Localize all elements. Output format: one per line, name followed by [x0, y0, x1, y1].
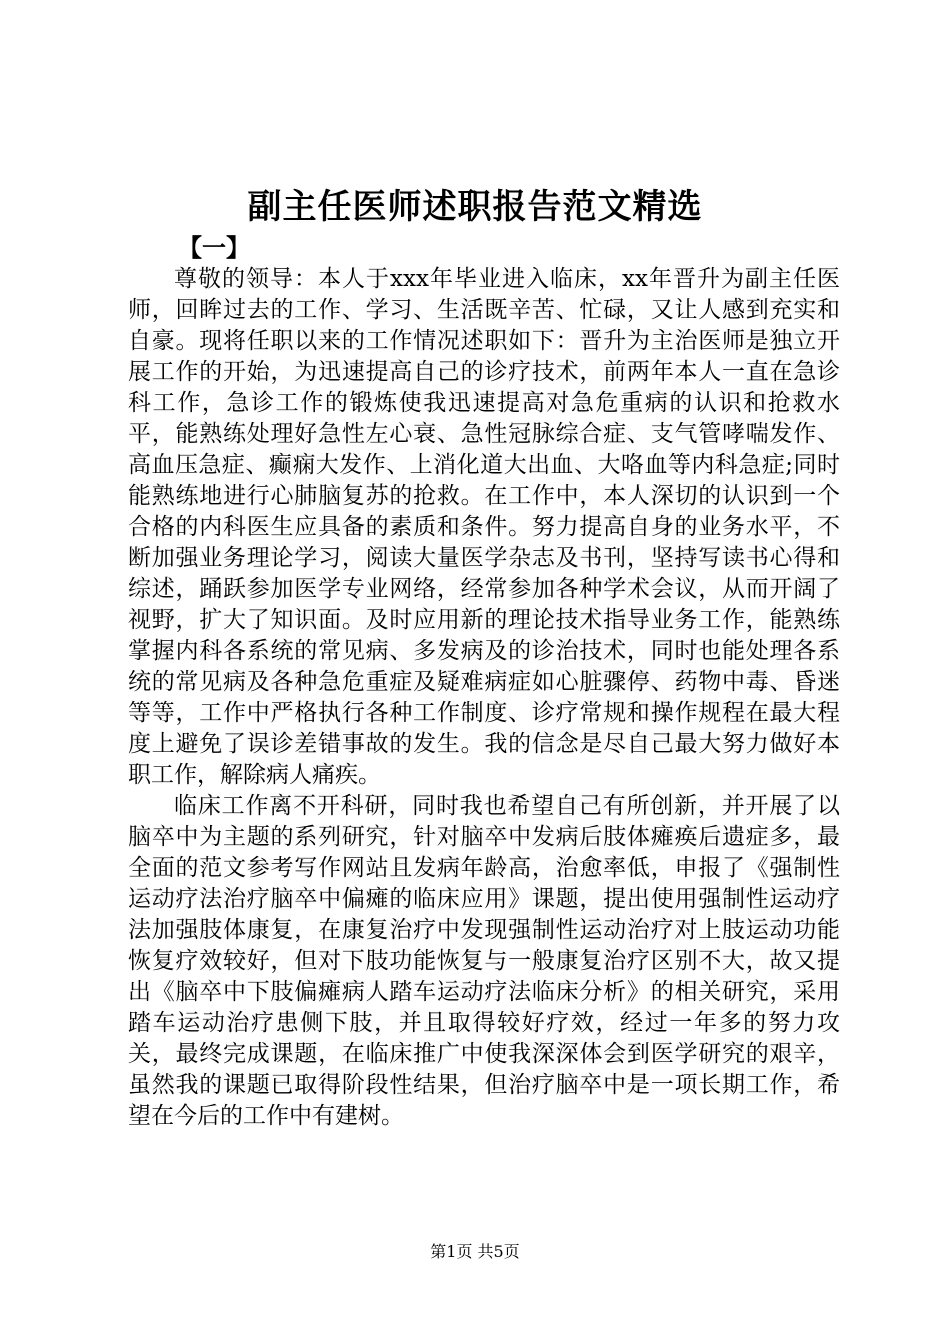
section-label: 【一】	[178, 233, 250, 262]
document-body	[128, 264, 840, 1132]
page-number-footer: 第1页 共5页	[430, 1242, 520, 1261]
body-paragraph: 临床工作离不开科研，同时我也希望自己有所创新，并开展了以脑卒中为主题的系列研究，针对脑卒中发病后肢体瘫痪后遗症多，最全面的范文参考写作网站且发病年龄高，治愈率低，申报了《强制性运动疗法治疗脑卒中偏瘫的临床应用》课题，提出使用强制性运动疗法加强肢体康复，在康复治疗中发现强制性运动治疗对上肢运动功能恢复疗效较好，但对下肢功能恢复与一般康复治疗区别不大，故又提出《脑卒中下肢偏瘫病人踏车运动疗法临床分析》的相关研究，采用踏车运动治疗患侧下肢，并且取得较好疗效，经过一年多的努力攻关，最终完成课题，在临床推广中使我深深体会到医学研究的艰辛，虽然我的课题已取得阶段性结果，但治疗脑卒中是一项长期工作，希望在今后的工作中有建树。	[128, 793, 840, 1129]
body-paragraph: 尊敬的领导：本人于xxx年毕业进入临床，xx年晋升为副主任医师，回眸过去的工作、学习、生活既辛苦、忙碌，又让人感到充实和自豪。现将任职以来的工作情况述职如下：晋升为主治医师是独立开展工作的开始，为迅速提高自己的诊疗技术，前两年本人一直在急诊科工作，急诊工作的锻炼使我迅速提高对急危重病的认识和抢救水平，能熟练处理好急性左心衰、急性冠脉综合症、支气管哮喘发作、高血压急症、癫痫大发作、上消化道大出血、大咯血等内科急症;同时能熟练地进行心肺脑复苏的抢救。在工作中，本人深切的认识到一个合格的内科医生应具备的素质和条件。努力提高自身的业务水平，不断加强业务理论学习，阅读大量医学杂志及书刊，坚持写读书心得和综述，踊跃参加医学专业网络，经常参加各种学术会议，从而开阔了视野，扩大了知识面。及时应用新的理论技术指导业务工作，能熟练掌握内科各系统的常见病、多发病及的诊治技术，同时也能处理各系统的常见病及各种急危重症及疑难病症如心脏骤停、药物中毒、昏迷等等，工作中严格执行各种工作制度、诊疗常规和操作规程在最大程度上避免了误诊差错事故的发生。我的信念是尽自己最大努力做好本职工作，解除病人痛疾。	[128, 266, 840, 788]
document-title: 副主任医师述职报告范文精选	[247, 187, 703, 227]
